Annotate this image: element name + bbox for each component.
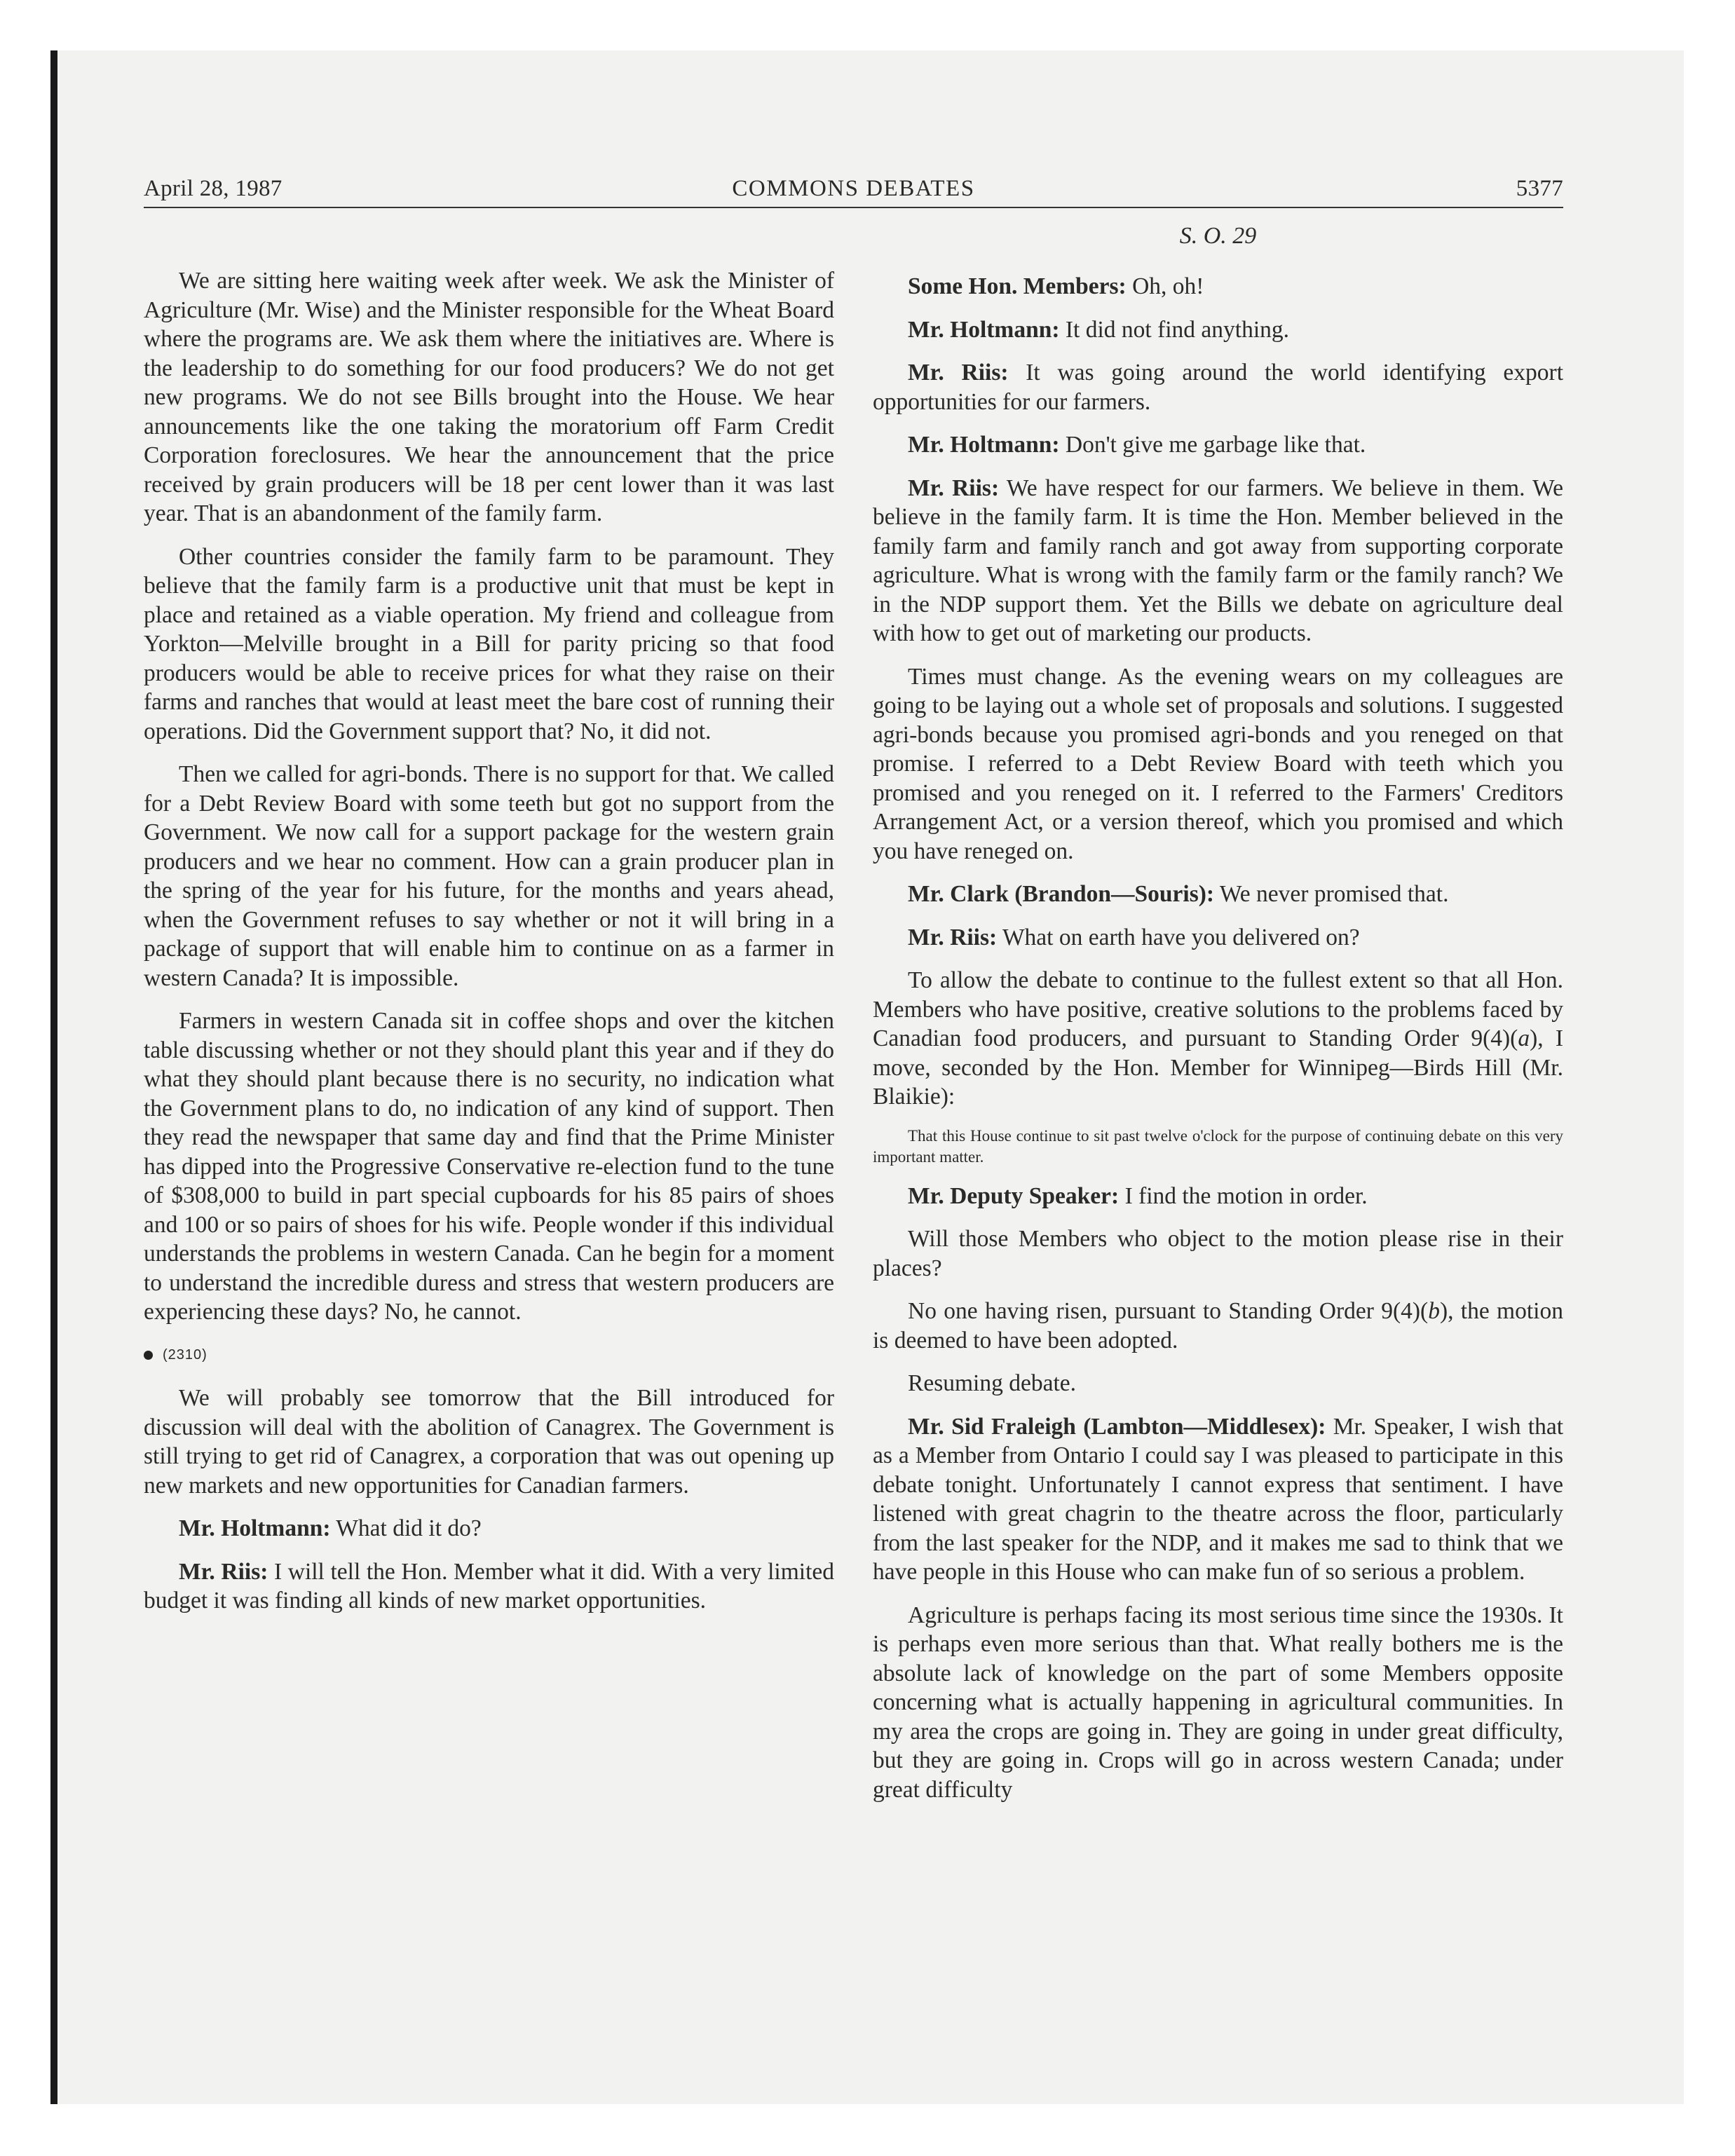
- paragraph: We are sitting here waiting week after week. We ask the Minister of Agriculture (Mr. Wise) and the Minister responsible for the Wheat Board where the programs are. We ask them where the initiatives are. Where is the leadership to do something for our food producers? We do not get new programs. We do not see Bills brought into the House. We hear announcements like the one taking the moratorium off Farm Credit Corporation foreclosures. We hear the announcement that the price received by grain producers will be 18 per cent lower than it was last year. That is an abandonment of the family farm.: [144, 268, 834, 526]
- speech: [144, 1557, 834, 1616]
- speech-text: What on earth have you delivered on?: [997, 924, 1360, 950]
- speech-text: It was going around the world identifying export opportunities for our farmers.: [873, 360, 1563, 415]
- paragraph: Other countries consider the family farm to be paramount. They believe that the family farm is a productive unit that must be kept in place and retained as a viable operation. My friend and colleague from Yorkton—Melville brought in a Bill for parity pricing so that food producers would be able to receive prices for what they raise on their farms and ranches that would at least meet the bare cost of running their operations. Did the Government support that? No, it did not.: [144, 543, 834, 744]
- speaker-name: Mr. Holtmann:: [179, 1515, 331, 1541]
- paragraph: Times must change. As the evening wears on my colleagues are going to be laying out a whole set of proposals and solutions. I suggested agri-bonds because you promised agri-bonds and you reneged on that promise. I referred to a Debt Review Board with teeth which you promised and you reneged on it. I referred to the Farmers' Creditors Arrangement Act, or a version thereof, which you promised and which you have reneged on.: [873, 663, 1563, 864]
- speaker-name: Mr. Riis:: [908, 924, 998, 950]
- paragraph: [873, 1297, 1563, 1355]
- header-page-number: 5377: [1516, 176, 1563, 201]
- speech-text: What did it do?: [330, 1515, 482, 1541]
- text-segment: ), I move, seconded by the Hon. Member for Winnipeg—Birds Hill (Mr. Blaikie):: [873, 1025, 1563, 1110]
- italic-letter: a: [1518, 1025, 1530, 1051]
- speech-text: Mr. Speaker, I wish that as a Member from Ontario I could say I was pleased to participate in this debate tonight. Unfortunately I cannot express that sentiment. I have listened with great chagrin to the theatre across the floor, particularly from the last speaker for the NDP, and it makes me sad to think that we have people in this House who can make fun of so serious a problem.: [873, 1413, 1563, 1585]
- speaker-name: Mr. Holtmann:: [908, 316, 1060, 343]
- motion-text: That this House continue to sit past twelve o'clock for the purpose of continuing debate on this very important matter.: [873, 1126, 1563, 1166]
- speaker-name: Mr. Riis:: [179, 1558, 268, 1585]
- speech: [873, 923, 1563, 953]
- paragraph: Resuming debate.: [908, 1370, 1077, 1396]
- paragraph: Agriculture is perhaps facing its most serious time since the 1930s. It is perhaps even more serious than that. What really bothers me is the absolute lack of knowledge on the part of some Members opposite concerning what is actually happening in agricultural communities. In my area the crops are going in. They are going in under great difficulty, but they are going in. Crops will go in across western Canada; under great difficulty: [873, 1602, 1563, 1803]
- speaker-name: Mr. Holtmann:: [908, 432, 1060, 458]
- speech: [873, 1182, 1563, 1211]
- standing-order-subheading: S. O. 29: [1179, 223, 1257, 249]
- speech: [873, 474, 1563, 648]
- italic-letter: b: [1428, 1298, 1440, 1324]
- text-segment: ), the motion is deemed to have been adopted.: [873, 1298, 1563, 1353]
- speech-text: It did not find anything.: [1059, 316, 1290, 343]
- header-date: April 28, 1987: [144, 176, 283, 201]
- speech: [873, 358, 1563, 416]
- speech-text: I will tell the Hon. Member what it did. With a very limited budget it was finding all kinds of new market opportunities.: [144, 1558, 834, 1613]
- time-marker: [144, 1341, 834, 1370]
- speech: [873, 1412, 1563, 1587]
- paragraph: Will those Members who object to the motion please rise in their places?: [873, 1226, 1563, 1281]
- page-binding-edge: [50, 50, 57, 2104]
- speaker-name: Mr. Deputy Speaker:: [908, 1182, 1120, 1209]
- speaker-name: Some Hon. Members:: [908, 273, 1127, 299]
- paragraph: Then we called for agri-bonds. There is no support for that. We called for a Debt Review Board with some teeth but got no support from the Government. We now call for a support package for the western grain producers and we hear no comment. How can a grain producer plan in the spring of the year for his future, for the months and years ahead, when the Government refuses to say whether or not it will bring in a package of support that will enable him to continue on as a farmer in western Canada? It is impossible.: [144, 761, 834, 991]
- speech: [144, 1514, 834, 1543]
- speech: [873, 315, 1563, 345]
- speech-text: We never promised that.: [1214, 881, 1449, 907]
- bullet-icon: [144, 1351, 153, 1360]
- paragraph: We will probably see tomorrow that the Bill introduced for discussion will deal with the abolition of Canagrex. The Government is still trying to get rid of Canagrex, a corporation that was out opening up new markets and new opportunities for Canadian farmers.: [144, 1385, 834, 1499]
- speech-text: Don't give me garbage like that.: [1059, 432, 1366, 458]
- time-marker-text: (2310): [163, 1346, 207, 1363]
- page-header: [144, 172, 1563, 208]
- paragraph: Farmers in western Canada sit in coffee shops and over the kitchen table discussing whether or not they should plant this year and if they do what they should plant because there is no security, no indication what the Government plans to do, no indication of any kind of support. Then they read the newspaper that same day and find that the Prime Minister has dipped into the Progressive Conservative re-election fund to the tune of $308,000 to build in part special cupboards for his 85 pairs of shoes and 100 or so pairs of shoes for his wife. People wonder if this individual understands the problems in western Canada. Can he begin for a moment to understand the incredible duress and stress that western producers are experiencing these days? No, he cannot.: [144, 1008, 834, 1325]
- header-title: COMMONS DEBATES: [732, 176, 975, 201]
- speech: [873, 272, 1563, 301]
- speech: [873, 430, 1563, 460]
- speaker-name: Mr. Riis:: [908, 360, 1009, 386]
- speaker-name: Mr. Clark (Brandon—Souris):: [908, 881, 1215, 907]
- right-column: [873, 272, 1563, 1818]
- text-segment: To allow the debate to continue to the fullest extent so that all Hon. Members who have positive, creative solutions to the problems faced by Canadian food producers, and pursuant to Standing Order 9(4)(: [873, 967, 1563, 1051]
- left-column: [144, 266, 834, 1630]
- speech-text: We have respect for our farmers. We believe in them. We believe in the family farm. It is time the Hon. Member believed in the family farm and family ranch and got away from supporting corporate agriculture. What is wrong with the family farm or the family ranch? We in the NDP support them. Yet the Bills we debate on agriculture deal with how to get out of marketing our products.: [873, 475, 1563, 646]
- speech: [873, 880, 1563, 909]
- speaker-name: Mr. Riis:: [908, 475, 1000, 501]
- speech-text: I find the motion in order.: [1119, 1182, 1368, 1209]
- speaker-name: Mr. Sid Fraleigh (Lambton—Middlesex):: [908, 1413, 1326, 1440]
- speech-text: Oh, oh!: [1126, 273, 1204, 299]
- text-segment: No one having risen, pursuant to Standing Order 9(4)(: [908, 1298, 1429, 1324]
- paragraph: [873, 966, 1563, 1112]
